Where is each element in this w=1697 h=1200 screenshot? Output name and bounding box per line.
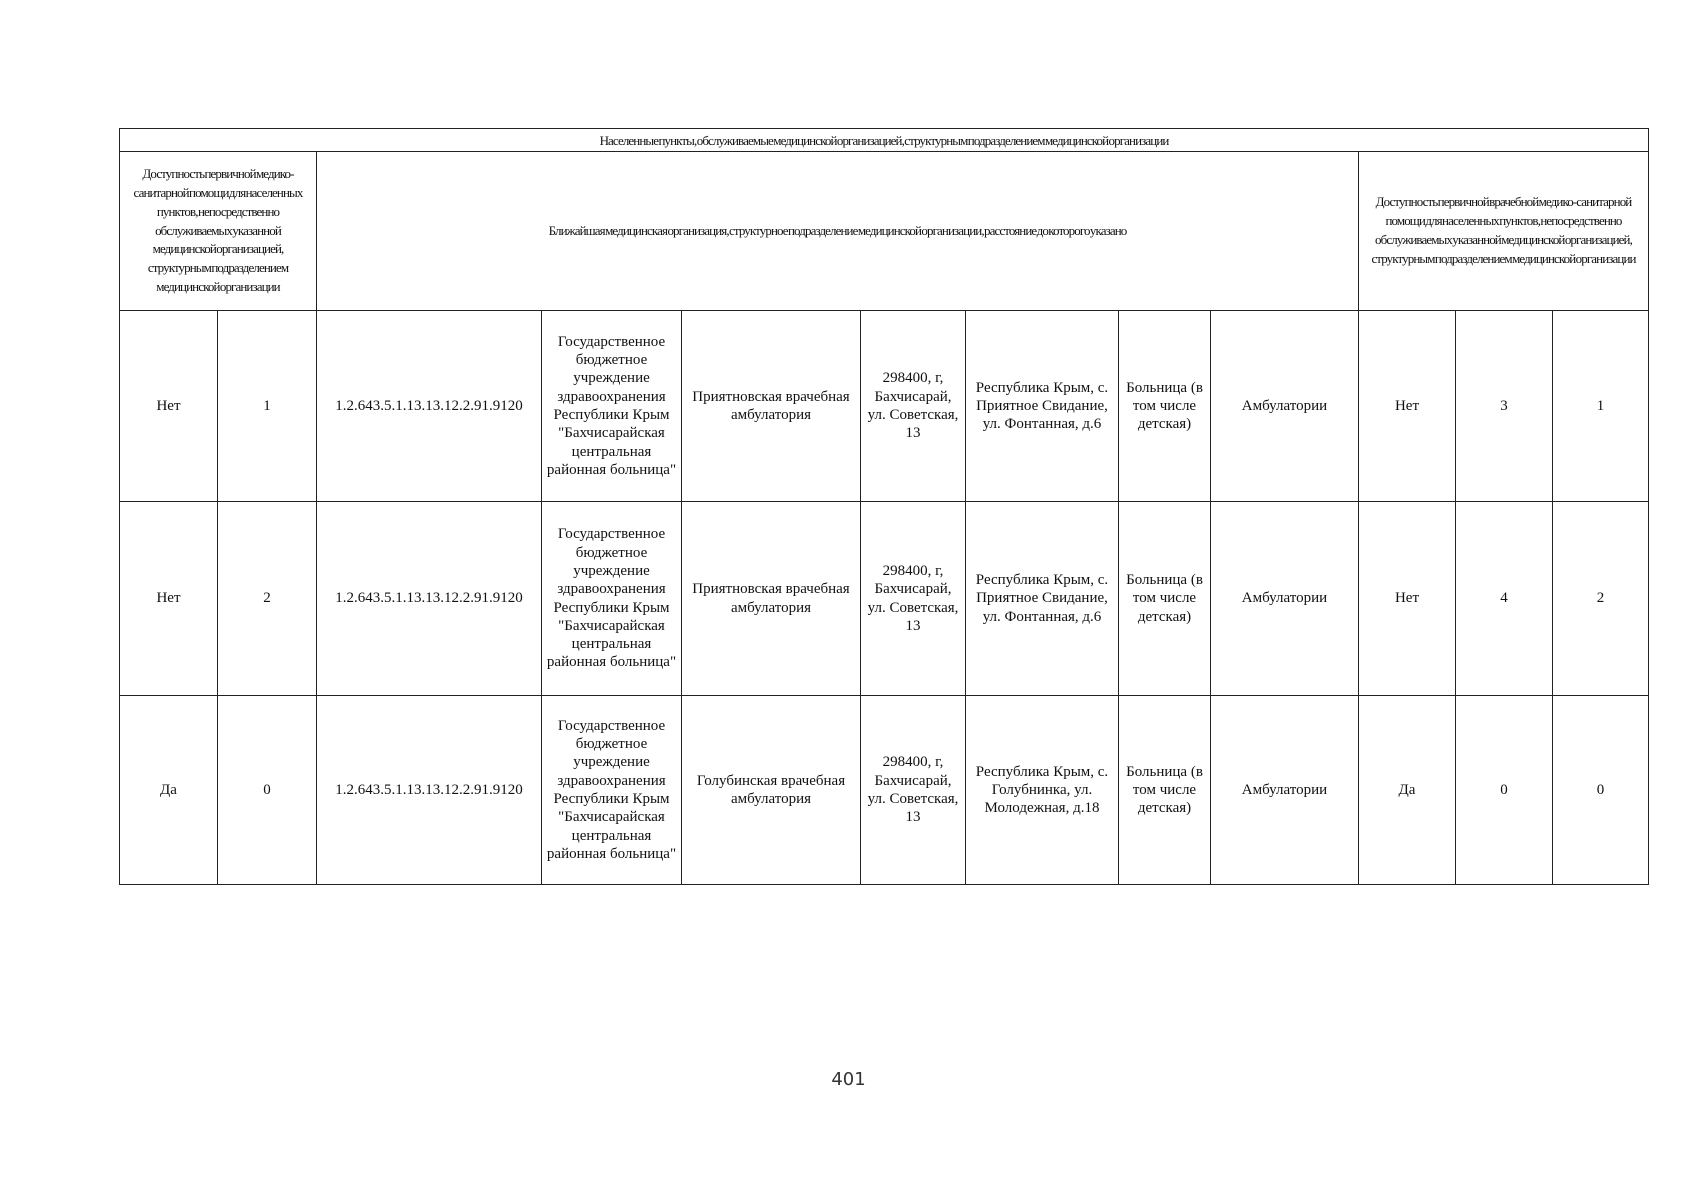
cell-value-b: 2 [1553, 502, 1649, 696]
cell-unit: Голубинская врачебная амбулатория [682, 696, 861, 885]
cell-type: Больница (в том числе детская) [1119, 696, 1211, 885]
cell-value-a: 0 [1456, 696, 1553, 885]
cell-address: 298400, г, Бахчисарай, ул. Советская, 13 [861, 311, 966, 502]
cell-availability: Нет [120, 311, 218, 502]
cell-type: Больница (в том числе детская) [1119, 502, 1211, 696]
header-availability: Доступность первичной медико-санитарной помощи для населенных пунктов, непосредственно обслуживаемых указанной медицинской организацией, структурным подразделением медицинской организации [120, 152, 317, 311]
cell-type: Больница (в том числе детская) [1119, 311, 1211, 502]
cell-address: 298400, г, Бахчисарай, ул. Советская, 13 [861, 696, 966, 885]
cell-oid: 1.2.643.5.1.13.13.12.2.91.9120 [317, 502, 542, 696]
header-row-middle [120, 152, 1649, 311]
cell-unit-type: Амбулатории [1211, 502, 1359, 696]
cell-unit: Приятновская врачебная амбулатория [682, 502, 861, 696]
header-doctor-availability: Доступность первичной врачебной медико-санитарной помощи для населенных пунктов, непосредственно обслуживаемых указанной медицинской организацией, структурным подразделением медицинской организации [1359, 152, 1649, 311]
cell-location: Республика Крым, с. Приятное Свидание, ул. Фонтанная, д.6 [966, 502, 1119, 696]
table-row [120, 502, 1649, 696]
page-number: 401 [831, 1069, 866, 1090]
cell-value-a: 4 [1456, 502, 1553, 696]
cell-availability: Нет [120, 502, 218, 696]
header-nearest-organization: Ближайшая медицинская организация, структурное подразделение медицинской организации, расстояние до которого указано [317, 152, 1359, 311]
cell-oid: 1.2.643.5.1.13.13.12.2.91.9120 [317, 696, 542, 885]
cell-value-b: 0 [1553, 696, 1649, 885]
header-row-top [120, 129, 1649, 152]
cell-location: Республика Крым, с. Голубнинка, ул. Молодежная, д.18 [966, 696, 1119, 885]
cell-unit: Приятновская врачебная амбулатория [682, 311, 861, 502]
cell-doctor-availability: Нет [1359, 311, 1456, 502]
cell-unit-type: Амбулатории [1211, 311, 1359, 502]
cell-location: Республика Крым, с. Приятное Свидание, ул. Фонтанная, д.6 [966, 311, 1119, 502]
cell-organization: Государственное бюджетное учреждение здравоохранения Республики Крым "Бахчисарайская центральная районная больница" [542, 311, 682, 502]
cell-availability: Да [120, 696, 218, 885]
cell-doctor-availability: Да [1359, 696, 1456, 885]
cell-organization: Государственное бюджетное учреждение здравоохранения Республики Крым "Бахчисарайская центральная районная больница" [542, 502, 682, 696]
cell-oid: 1.2.643.5.1.13.13.12.2.91.9120 [317, 311, 542, 502]
table-row [120, 311, 1649, 502]
cell-value-b: 1 [1553, 311, 1649, 502]
header-settlements: Населенные пункты, обслуживаемые медицинской организацией, структурным подразделением медицинской организации [120, 129, 1649, 152]
cell-number: 0 [218, 696, 317, 885]
cell-value-a: 3 [1456, 311, 1553, 502]
cell-address: 298400, г, Бахчисарай, ул. Советская, 13 [861, 502, 966, 696]
cell-doctor-availability: Нет [1359, 502, 1456, 696]
cell-unit-type: Амбулатории [1211, 696, 1359, 885]
cell-number: 2 [218, 502, 317, 696]
cell-number: 1 [218, 311, 317, 502]
settlements-table [119, 128, 1649, 885]
table-row [120, 696, 1649, 885]
cell-organization: Государственное бюджетное учреждение здравоохранения Республики Крым "Бахчисарайская центральная районная больница" [542, 696, 682, 885]
